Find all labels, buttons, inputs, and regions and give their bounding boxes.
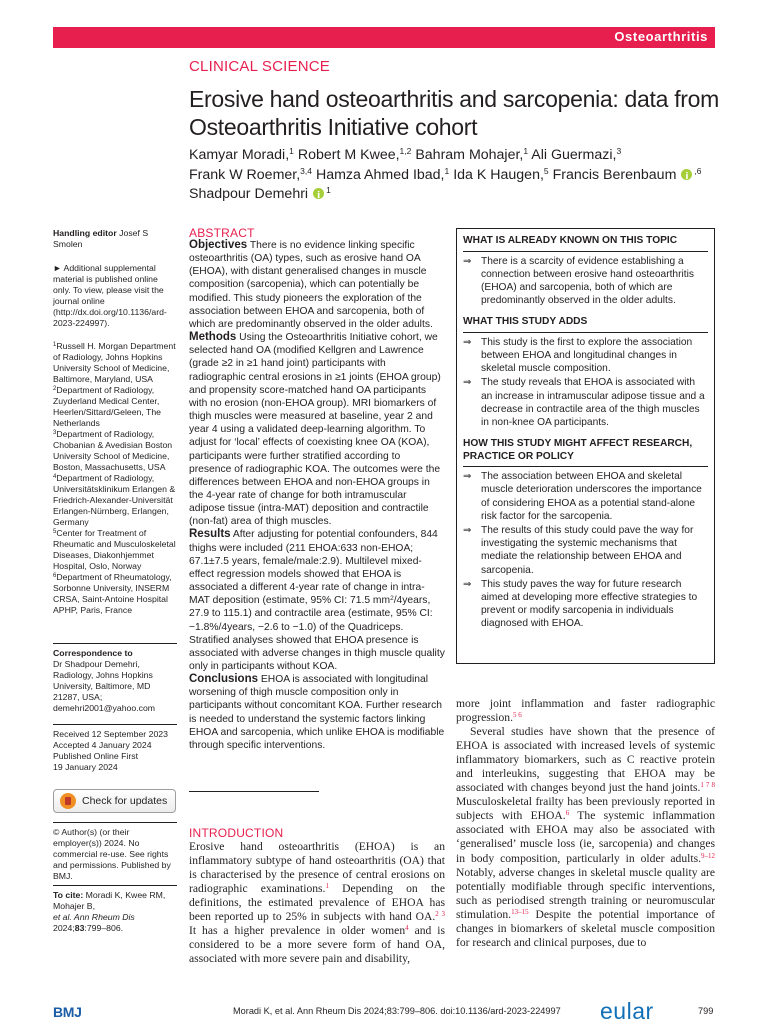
orcid-icon[interactable] xyxy=(681,169,692,180)
eular-logo: eular xyxy=(600,998,654,1024)
arrow-icon: ⇒ xyxy=(463,255,472,267)
author[interactable]: Ali Guermazi,$^3$ xyxy=(531,146,622,163)
section-label: CLINICAL SCIENCE xyxy=(189,58,331,75)
arrow-icon: ⇒ xyxy=(463,471,472,483)
key-messages-box xyxy=(456,228,715,664)
introduction-continued: more joint inflammation and faster radiographic progression.$^{5 6}$ Several studies have shown that the presence of EHOA is associated with increased levels of systemic inflammatory biomarkers, such as C reactive protein and interleukins, suggesting that EHOA may be associated with changes beyond just the hand joints.$^{1 7 8}$ Musculoskeletal frailty has been previously reported in subjects with EHOA.$^6$ The systemic inflammation associated with EHOA may also be associated with ‘generalised’ muscle loss (ie, sarcopenia) and changes in body composition, particularly in older adults.$^{9-12}$ Notably, adverse changes in skeletal muscle quality are potentially modifiable through specific interventions, such as periodised strength training or neuromuscular stimulation.$^{13-15}$ Despite the potential importance of changes in biomarkers of skeletal muscle composition for research and clinical purposes, due to xyxy=(456,697,715,949)
list-item: ⇒ The study reveals that EHOA is associated with an increase in intramuscular adipose tissue and a decrease in contractile area of the thigh muscles in non-knee OA participants. xyxy=(463,377,705,429)
arrow-icon: ⇒ xyxy=(463,336,472,348)
abstract-body: Objectives There is no evidence linking specific osteoarthritis (OA) types, such as erosive hand OA (EHOA), with distant generalised changes in muscle composition (sarcopenia), which can potentially be modified. This study pioneers the exploration of the association between EHOA and sarcopenia, both of which are predominantly observed in the older adults. Methods Using the Osteoarthritis Initiative cohort, we selected hand OA (modified Kellgren and Lawrence (grade ≥2 in ≥1 hand joint) participants with radiographic central erosions in ≥1 joints (EHOA group) and propensity score-matched hand OA participants with no erosion (non-EHOA group). MRI biomarkers of thigh muscles were measured at baseline, year 2 and year 4 using a validated deep-learning algorithm. To adjust for ‘local’ effects of coexisting knee OA (KOA), participants were further stratified according to presence of radiographic KOA. The outcomes were the differences between EHOA and non-EHOA groups in the 4-year rate of change for both intramuscular adipose tissue (intra-MAT) deposition and contractile (non-fat) area of thigh muscles. Results After adjusting for potential confounders, 844 thighs were included (211 EHOA:633 non-EHOA; 67.1±7.5 years, female/male:2.9). Multilevel mixed-effect regression models showed that EHOA is associated a different 4-year rate of change in intra-MAT deposition (estimate, 95% CI: 71.5 $mm^2/4years$, 27.9 to 115.1) and contractile area (estimate, 95% CI: −1.8%/4years, −2.6 to −1.0) of the Quadriceps. Stratified analyses showed that EHOA presence is associated with adverse changes in thigh muscle quality only in participants without KOA. Conclusions EHOA is associated with longitudinal worsening of thigh muscle composition only in participants without concomitant KOA. Further research is needed to understand the systemic factors linking EHOA and sarcopenia, which unlike EHOA is modifiable through specific interventions. xyxy=(189,239,445,751)
page-number: 799 xyxy=(698,1006,714,1016)
author-list xyxy=(189,146,719,205)
affiliation: $^5$Center for Treatment of Rheumatic and Musculoskeletal Diseases, Diakonhjemmet Hospital, Oslo, Norway xyxy=(53,528,176,571)
list-item: ⇒ This study is the first to explore the association between EHOA and longitudinal changes in skeletal muscle composition. xyxy=(463,336,693,375)
check-for-updates-button[interactable] xyxy=(53,789,176,813)
handling-editor: Handling editor Josef S Smolen xyxy=(53,228,149,249)
affiliation: $^1$Russell H. Morgan Department of Radiology, Johns Hopkins University School of Medicine, Baltimore, Maryland, USA xyxy=(53,341,176,384)
article-dates: Received 12 September 2023 Accepted 4 January 2024 Published Online First 19 January 2024 xyxy=(53,724,177,773)
author[interactable]: Shadpour Demehrii $^1$ xyxy=(189,186,331,202)
correspondence: Correspondence to Dr Shadpour Demehri, Radiology, Johns Hopkins University, Baltimore, MD 21287, USA; demehri2001@yahoo.com xyxy=(53,643,177,714)
known-heading: WHAT IS ALREADY KNOWN ON THIS TOPIC xyxy=(463,235,708,252)
author[interactable]: Kamyar Moradi,$^1$ xyxy=(189,146,294,163)
affect-heading: HOW THIS STUDY MIGHT AFFECT RESEARCH, PRACTICE OR POLICY xyxy=(463,438,708,467)
divider xyxy=(189,791,319,792)
introduction-paragraph: Erosive hand osteoarthritis (EHOA) is an inflammatory subtype of hand osteoarthritis (OA) that is characterised by the presence of central erosions on radiographic examinations.$^1$ Depending on the definitions, the estimated prevalence of EHOA has been reported up to 25% in subjects with hand OA.$^{2 3}$ It has a higher prevalence in older women$^4$ and is considered to be a more severe form of hand OA, associated with more severe pain and disability, xyxy=(189,840,445,966)
category-banner xyxy=(53,27,715,48)
affiliation: $^3$Department of Radiology, Chobanian & Avedisian Boston University School of Medicine, Boston, Massachusetts, USA xyxy=(53,429,173,472)
divider xyxy=(53,822,177,823)
footer-citation: Moradi K, et al. Ann Rheum Dis 2024;83:799–806. doi:10.1136/ard-2023-224997 xyxy=(233,1006,561,1016)
author[interactable]: Robert M Kwee,$^{1,2}$ xyxy=(297,146,412,163)
divider xyxy=(53,885,177,886)
author[interactable]: Francis Berenbaumi $^{,6}$ xyxy=(553,167,702,183)
list-item: ⇒ The results of this study could pave the way for investigating the systemic mechanisms that mediate the relationship between EHOA and sarcopenia. xyxy=(463,525,694,576)
author[interactable]: Hamza Ahmed Ibad,$^1$ xyxy=(315,165,450,183)
bmj-logo: BMJ xyxy=(53,1004,82,1020)
arrow-icon: ⇒ xyxy=(463,377,472,389)
affiliation: $^2$Department of Radiology, Zuyderland Medical Center, Heerlen/Sittard/Geleen, The Netherlands xyxy=(53,385,162,428)
supplemental-note[interactable]: ► Additional supplemental material is published online only. To view, please visit the journal online (http://dx.doi.org/10.1136/ard-2023-224997). xyxy=(53,263,167,328)
author[interactable]: Bahram Mohajer,$^1$ xyxy=(415,146,529,163)
introduction-heading: INTRODUCTION xyxy=(189,826,284,840)
affiliation: $^6$Department of Rheumatology, Sorbonne University, INSERM CRSA, Saint-Antoine Hospital APHP, Paris, France xyxy=(53,572,172,615)
check-for-updates-label: Check for updates xyxy=(82,795,168,807)
list-item: ⇒ This study paves the way for future research aimed at developing more effective strategies to prevent or modify sarcopenia in individuals diagnosed with EHOA. xyxy=(463,578,698,630)
cite-box: To cite: Moradi K, Kwee RM, Mohajer B, et al. Ann Rheum Dis 2024;83:799–806. xyxy=(53,885,177,934)
divider xyxy=(53,724,177,725)
list-item: ⇒ The association between EHOA and skeletal muscle deterioration underscores the importance of considering EHOA as a potential stand-alone risk factor for the sarcopenia. xyxy=(463,471,702,522)
article-title: Erosive hand osteoarthritis and sarcopenia: data from Osteoarthritis Initiative cohort xyxy=(189,86,720,140)
adds-heading: WHAT THIS STUDY ADDS xyxy=(463,316,708,333)
copyright: © Author(s) (or their employer(s)) 2024. No commercial re-use. See rights and permissions. Published by BMJ. xyxy=(53,822,177,882)
category-label: Osteoarthritis xyxy=(614,29,708,44)
abstract-heading: ABSTRACT xyxy=(189,226,255,240)
affiliation: $^4$Department of Radiology, Universitätsklinikum Erlangen & Friedrich-Alexander-Universität Erlangen-Nürnberg, Erlangen, Germany xyxy=(53,473,176,527)
divider xyxy=(53,643,177,644)
author[interactable]: Ida K Haugen,$^5$ xyxy=(453,165,549,183)
arrow-icon: ⇒ xyxy=(463,525,472,537)
affiliations xyxy=(53,341,177,616)
arrow-icon: ⇒ xyxy=(463,578,472,590)
bookmark-icon xyxy=(60,793,76,809)
list-item: ⇒ There is a scarcity of evidence establishing a connection between erosive hand osteoarthritis (EHOA) and sarcopenia, both of which are predominantly observed in the older adults. xyxy=(463,255,694,307)
orcid-icon[interactable] xyxy=(313,188,324,199)
author[interactable]: Frank W Roemer,$^{3,4}$ xyxy=(189,165,312,183)
